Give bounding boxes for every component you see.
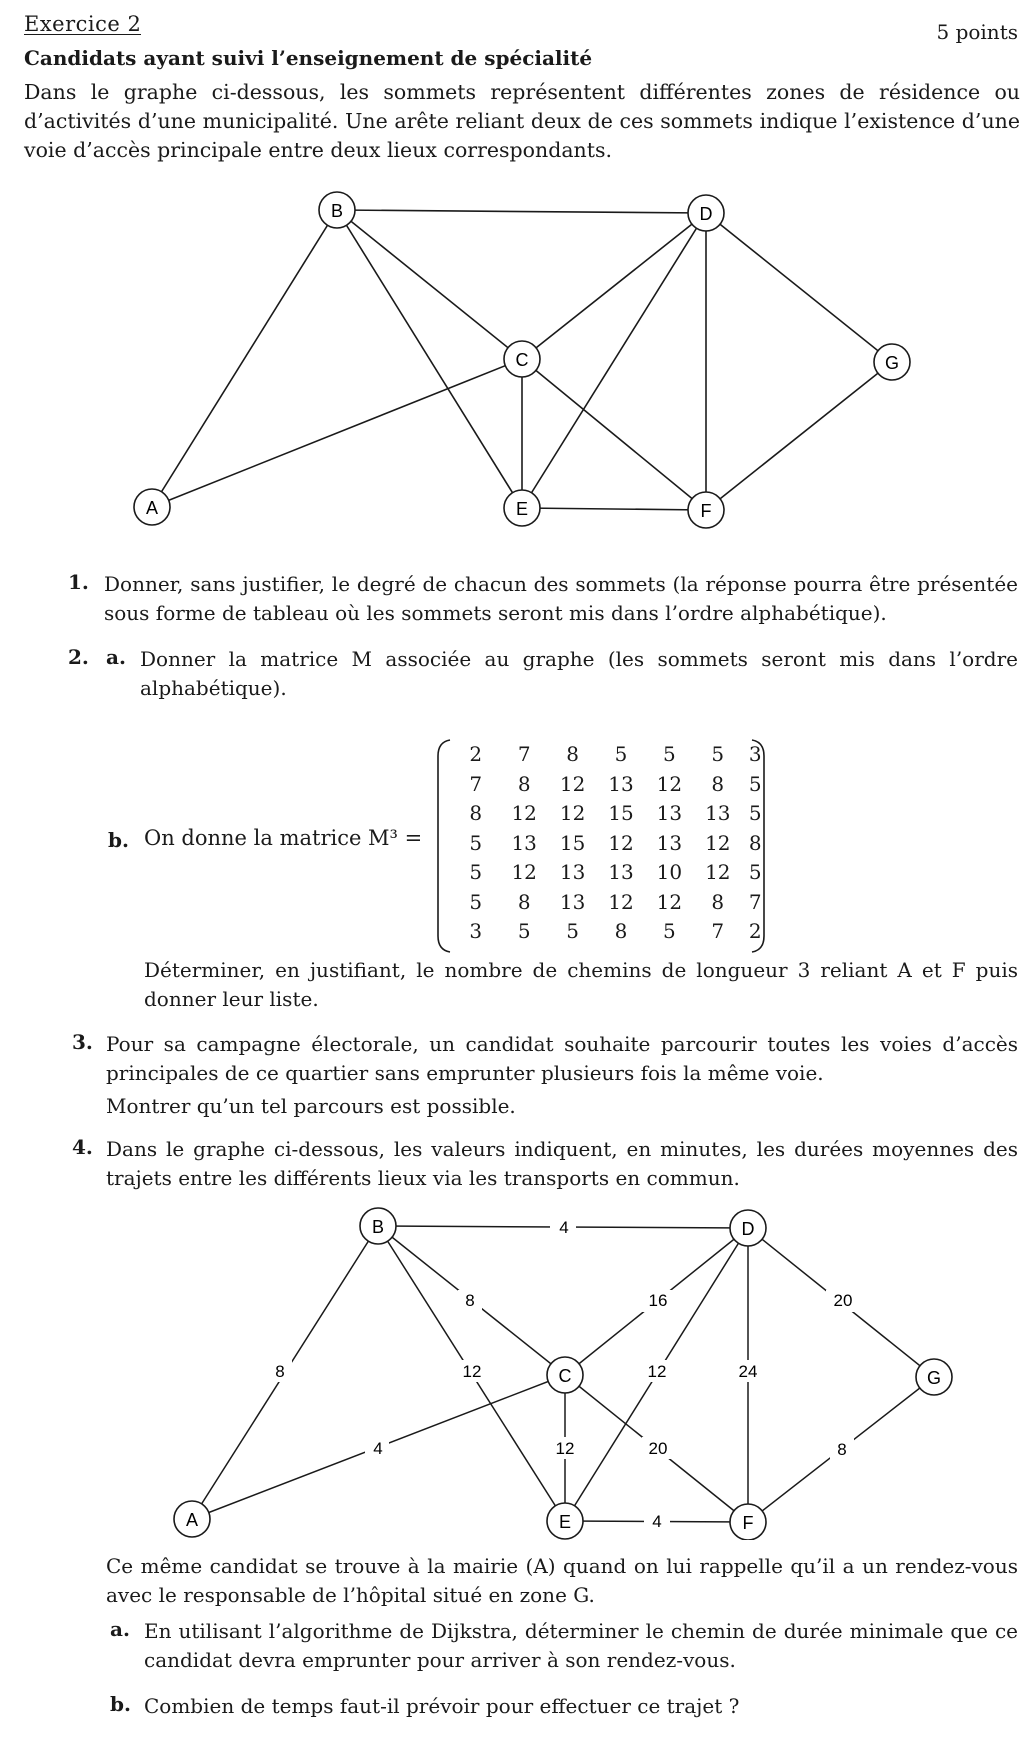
matrix-cell-5-2: 13 (559, 889, 586, 914)
q2b-text: Déterminer, en justifiant, le nombre de chemins de longueur 3 reliant A et F puis donner leur liste. (144, 958, 1018, 1011)
matrix-cell-1-6: 5 (748, 771, 762, 796)
matrix-cell-0-1: 7 (517, 742, 531, 766)
q3-number: 3. (72, 1030, 93, 1054)
vertex-E (504, 490, 540, 526)
matrix-cell-5-4: 12 (656, 889, 683, 914)
matrix-cell-4-6: 5 (748, 860, 762, 884)
matrix-cell-1-4: 12 (656, 771, 683, 796)
matrix-cell-4-5: 12 (705, 860, 731, 884)
q2a-letter: a. (106, 645, 126, 669)
matrix-cell-1-1: 8 (517, 771, 531, 796)
matrix-cell-0-3: 5 (614, 742, 628, 766)
weight-EF: 4 (652, 1512, 662, 1531)
graph-1 (0, 0, 1026, 560)
matrix-cell-4-1: 12 (511, 860, 537, 884)
vertex-E (547, 1503, 583, 1539)
matrix-cell-5-3: 12 (608, 889, 634, 914)
matrix-cell-3-2: 15 (559, 830, 586, 855)
svg-text:B: B (371, 1217, 385, 1237)
weight-AC: 4 (373, 1439, 383, 1458)
svg-text:G: G (926, 1368, 942, 1388)
matrix-M3 (436, 738, 766, 954)
matrix-cell-6-4: 5 (663, 919, 676, 943)
matrix-cell-2-3: 15 (608, 801, 634, 825)
matrix-cell-4-0: 5 (469, 860, 483, 884)
vertex-A (174, 1501, 210, 1537)
svg-text:C: C (558, 1366, 572, 1386)
q4-text: Dans le graphe ci-dessous, les valeurs indiquent, en minutes, les durées moyennes des trajets entre les différents lieux via les transports en commun. (106, 1137, 1018, 1190)
weight-DF: 24 (738, 1362, 758, 1381)
matrix-cell-3-0: 5 (469, 830, 483, 855)
matrix-cell-0-6: 3 (748, 742, 762, 766)
edge-EF (522, 508, 706, 510)
matrix-cell-2-5: 13 (705, 801, 731, 825)
q1-text: Donner, sans justifier, le degré de chacun des sommets (la réponse pourra être présentée sous forme de tableau où les sommets seront mis dans l’ordre alphabétique). (104, 572, 1018, 625)
matrix-cell-5-0: 5 (469, 889, 483, 914)
edge-DG (706, 213, 892, 362)
q2a-text: Donner la matrice M associée au graphe (les sommets seront mis dans l’ordre alphabétique). (140, 647, 1018, 700)
edge-BC (337, 210, 522, 359)
matrix-cell-5-5: 8 (711, 889, 725, 914)
svg-text:D: D (699, 204, 713, 224)
svg-text:E: E (515, 499, 529, 519)
weight-CD: 16 (648, 1291, 668, 1310)
intro-paragraph: Dans le graphe ci-dessous, les sommets représentent différentes zones de résidence ou d’activités d’une municipalité. Une arête reliant deux de ces sommets indique l’existence d’une voie d’accès principale entre deux lieux correspondants. (24, 80, 1020, 162)
matrix-cell-0-0: 2 (469, 742, 483, 766)
matrix-cell-3-1: 13 (511, 830, 537, 855)
matrix-cell-3-6: 8 (748, 830, 762, 855)
edge-FG (706, 362, 892, 510)
matrix-cell-5-6: 7 (748, 889, 762, 914)
exercise-title: Exercice 2 (24, 12, 142, 36)
svg-text:D: D (741, 1219, 755, 1239)
matrix-cell-6-0: 3 (469, 919, 483, 943)
q3-text: Pour sa campagne électorale, un candidat souhaite parcourir toutes les voies d’accès principales de ce quartier sans emprunter plusieurs fois la même voie. (106, 1032, 1018, 1085)
matrix-cell-1-5: 8 (711, 771, 725, 796)
matrix-cell-2-6: 5 (748, 801, 762, 825)
svg-text:F: F (700, 501, 712, 521)
q3-text-2: Montrer qu’un tel parcours est possible. (106, 1094, 516, 1118)
svg-text:G: G (884, 353, 900, 373)
matrix-label: On donne la matrice M³ = (144, 826, 423, 850)
q4a-letter: a. (110, 1617, 130, 1641)
edge-AB (152, 210, 337, 507)
svg-text:E: E (558, 1512, 572, 1532)
matrix-cell-4-4: 10 (656, 860, 683, 884)
q1-number: 1. (68, 570, 89, 594)
vertex-C (547, 1357, 583, 1393)
weight-BC: 8 (465, 1291, 475, 1310)
weight-FG: 8 (837, 1440, 847, 1459)
matrix-cell-6-1: 5 (517, 919, 531, 943)
vertex-G (916, 1359, 952, 1395)
points-label: 5 points (936, 20, 1018, 44)
vertex-F (688, 492, 724, 528)
q2b-letter: b. (108, 828, 129, 852)
vertex-F (730, 1504, 766, 1540)
matrix-cell-3-3: 12 (608, 830, 634, 855)
vertex-C (504, 341, 540, 377)
matrix-cell-6-6: 2 (748, 919, 762, 943)
svg-text:B: B (330, 201, 344, 221)
vertex-D (730, 1210, 766, 1246)
weight-DG: 20 (833, 1291, 853, 1310)
subtitle: Candidats ayant suivi l’enseignement de spécialité (24, 46, 593, 70)
q4-number: 4. (72, 1135, 93, 1159)
matrix-cell-0-5: 5 (711, 742, 725, 766)
matrix-cell-4-3: 13 (608, 860, 634, 884)
weight-AB: 8 (275, 1362, 285, 1381)
svg-text:A: A (145, 498, 159, 518)
edge-BD (337, 210, 706, 213)
weight-BE: 12 (462, 1362, 482, 1381)
vertex-A (134, 489, 170, 525)
matrix-cell-0-2: 8 (566, 742, 579, 766)
vertex-B (319, 192, 355, 228)
svg-text:A: A (185, 1510, 199, 1530)
vertex-B (360, 1208, 396, 1244)
vertex-G (874, 344, 910, 380)
matrix-cell-2-2: 12 (559, 801, 586, 825)
svg-text:C: C (515, 350, 529, 370)
q4b-letter: b. (110, 1692, 131, 1716)
matrix-cell-1-2: 12 (559, 771, 586, 796)
matrix-cell-3-5: 12 (705, 830, 731, 855)
graph-2 (0, 1200, 1026, 1540)
weight-BD: 4 (559, 1218, 569, 1237)
matrix-cell-1-3: 13 (608, 771, 634, 796)
edge-CD (522, 213, 706, 359)
matrix-cell-6-5: 7 (711, 919, 725, 943)
vertex-D (688, 195, 724, 231)
edge-CF (522, 359, 706, 510)
edge-DE (522, 213, 706, 508)
q2-number: 2. (68, 645, 89, 669)
matrix-cell-2-0: 8 (469, 801, 483, 825)
q4b-text: Combien de temps faut-il prévoir pour effectuer ce trajet ? (144, 1694, 740, 1718)
matrix-cell-3-4: 13 (656, 830, 683, 855)
matrix-cell-2-1: 12 (511, 801, 537, 825)
matrix-cell-5-1: 8 (517, 889, 531, 914)
matrix-cell-0-4: 5 (663, 742, 676, 766)
q4a-text: En utilisant l’algorithme de Dijkstra, déterminer le chemin de durée minimale que ce candidat devra emprunter pour arriver à son rendez-vous. (144, 1619, 1018, 1672)
matrix-cell-2-4: 13 (656, 801, 683, 825)
matrix-cell-4-2: 13 (559, 860, 586, 884)
matrix-cell-6-3: 8 (614, 919, 628, 943)
edge-AC (152, 359, 522, 507)
weight-CF: 20 (648, 1439, 668, 1458)
svg-text:F: F (742, 1513, 754, 1533)
weight-DE: 12 (647, 1362, 667, 1381)
matrix-cell-1-0: 7 (469, 771, 483, 796)
matrix-cell-6-2: 5 (566, 919, 579, 943)
weight-CE: 12 (555, 1439, 575, 1458)
q4-context: Ce même candidat se trouve à la mairie (A) quand on lui rappelle qu’il a un rendez-vous avec le responsable de l’hôpital situé en zone G. (106, 1554, 1018, 1607)
edge-BE (337, 210, 522, 508)
